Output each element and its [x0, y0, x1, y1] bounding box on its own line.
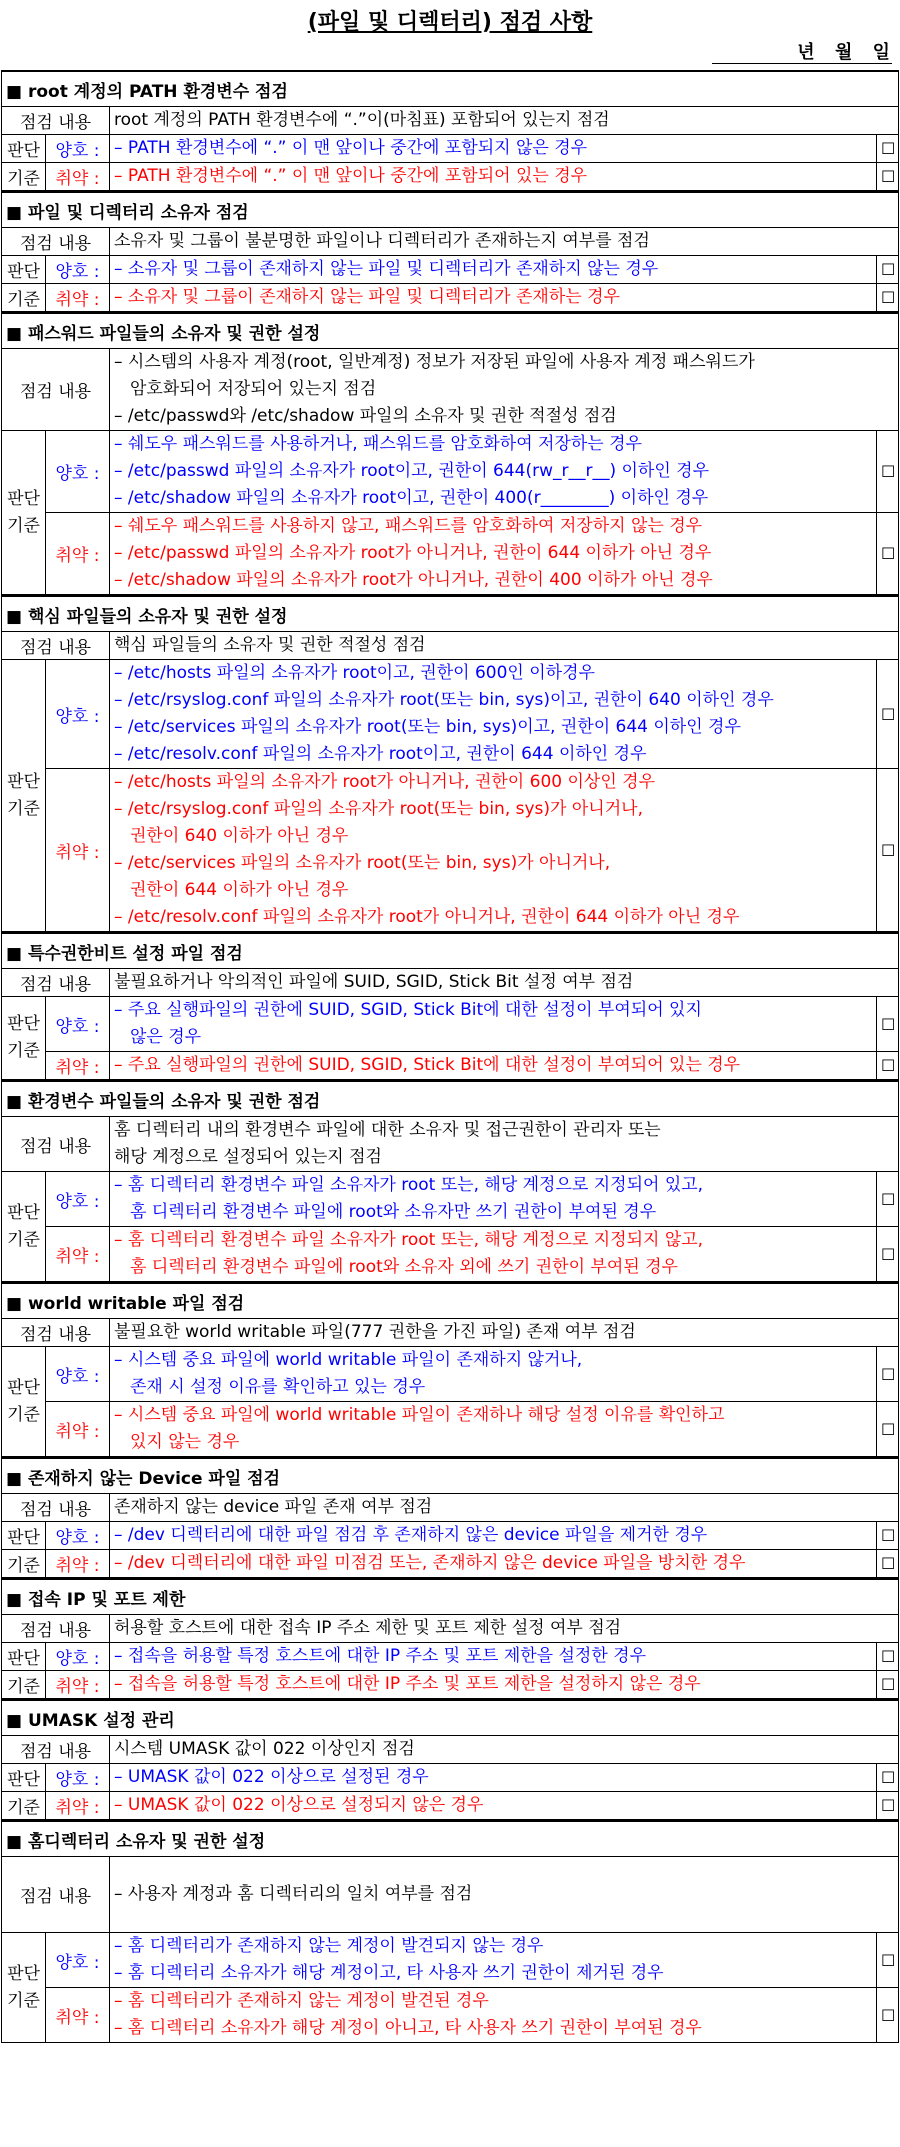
bad-line: – 홈 디렉터리 소유자가 해당 계정이 아니고, 타 사용자 쓰기 권한이 부여된 경우 — [114, 2018, 702, 2038]
bad-line: – /etc/rsyslog.conf 파일의 소유자가 root(또는 bin, sys)가 아니거나, — [114, 799, 643, 819]
good-checkbox[interactable]: ☐ — [876, 660, 898, 769]
bad-label: 취약 : — [46, 769, 110, 932]
good-checkbox[interactable]: ☐ — [876, 1172, 898, 1227]
good-checkbox[interactable]: ☐ — [876, 256, 898, 284]
criteria-label: 기준 — [2, 163, 46, 191]
date-row — [0, 42, 900, 70]
good-line: – 쉐도우 패스워드를 사용하거나, 패스워드를 암호화하여 저장하는 경우 — [114, 434, 642, 454]
section-heading: ■ 환경변수 파일들의 소유자 및 권한 점검 — [2, 1081, 899, 1117]
check-text: 존재하지 않는 device 파일 존재 여부 점검 — [110, 1494, 899, 1522]
good-label: 양호 : — [46, 660, 110, 769]
good-label: 양호 : — [46, 1764, 110, 1792]
good-text: – 접속을 허용할 특정 호스트에 대한 IP 주소 및 포트 제한을 설정한 경우 — [110, 1643, 877, 1671]
check-text: 허용할 호스트에 대한 접속 IP 주소 제한 및 포트 제한 설정 여부 점검 — [110, 1615, 899, 1643]
bad-text: – 접속을 허용할 특정 호스트에 대한 IP 주소 및 포트 제한을 설정하지 않은 경우 — [110, 1671, 877, 1699]
section-heading: ■ 홈디렉터리 소유자 및 권한 설정 — [2, 1821, 899, 1857]
section-heading: ■ 특수권한비트 설정 파일 점검 — [2, 933, 899, 969]
section-heading: ■ 핵심 파일들의 소유자 및 권한 설정 — [2, 596, 899, 632]
check-text: 시스템 UMASK 값이 022 이상인지 점검 — [110, 1736, 899, 1764]
bad-label: 취약 : — [46, 1792, 110, 1820]
section-password-files — [1, 312, 899, 595]
good-label: 양호 : — [46, 135, 110, 163]
judge-label: 판단 — [2, 256, 46, 284]
bad-checkbox[interactable]: ☐ — [876, 769, 898, 932]
bad-line: – /etc/passwd 파일의 소유자가 root가 아니거나, 권한이 644 이하가 아닌 경우 — [114, 543, 712, 563]
judge-label: 판단 — [7, 1377, 40, 1398]
good-checkbox[interactable]: ☐ — [876, 1522, 898, 1550]
check-label: 점검 내용 — [2, 1615, 110, 1643]
check-label: 점검 내용 — [2, 969, 110, 997]
check-label: 점검 내용 — [2, 107, 110, 135]
section-world-writable — [1, 1282, 899, 1457]
bad-label: 취약 : — [46, 1671, 110, 1699]
good-label: 양호 : — [46, 431, 110, 513]
check-text: 불필요하거나 악의적인 파일에 SUID, SGID, Stick Bit 설정 여부 점검 — [110, 969, 899, 997]
judge-criteria-label — [2, 997, 46, 1080]
good-text — [110, 660, 877, 769]
good-text: – 소유자 및 그룹이 존재하지 않는 파일 및 디렉터리가 존재하지 않는 경우 — [110, 256, 877, 284]
good-label: 양호 : — [46, 1643, 110, 1671]
judge-criteria-label — [2, 1172, 46, 1282]
bad-line: – 시스템 중요 파일에 world writable 파일이 존재하나 해당 설정 이유를 확인하고 — [114, 1405, 725, 1425]
check-label: 점검 내용 — [2, 1736, 110, 1764]
bad-label: 취약 : — [46, 1227, 110, 1282]
bad-checkbox[interactable]: ☐ — [876, 1671, 898, 1699]
section-access-ip-port — [1, 1578, 899, 1699]
bad-label: 취약 : — [46, 1052, 110, 1080]
check-line: 해당 계정으로 설정되어 있는지 점검 — [114, 1147, 382, 1167]
criteria-label: 기준 — [2, 284, 46, 312]
section-heading: ■ 존재하지 않는 Device 파일 점검 — [2, 1458, 899, 1494]
section-heading: ■ 패스워드 파일들의 소유자 및 권한 설정 — [2, 313, 899, 349]
bad-label: 취약 : — [46, 1988, 110, 2043]
bad-line: – /etc/hosts 파일의 소유자가 root가 아니거나, 권한이 600 이상인 경우 — [114, 772, 655, 792]
good-text — [110, 431, 877, 513]
section-umask — [1, 1699, 899, 1820]
bad-text — [110, 1227, 877, 1282]
good-checkbox[interactable]: ☐ — [876, 1643, 898, 1671]
check-text: 불필요한 world writable 파일(777 권한을 가진 파일) 존재 여부 점검 — [110, 1319, 899, 1347]
bad-label: 취약 : — [46, 1402, 110, 1457]
bad-checkbox[interactable]: ☐ — [876, 1550, 898, 1578]
good-text — [110, 1347, 877, 1402]
judge-criteria-label — [2, 431, 46, 595]
good-line: – /etc/shadow 파일의 소유자가 root이고, 권한이 400(r________) 이하인 경우 — [114, 488, 709, 508]
section-env-files — [1, 1080, 899, 1282]
good-checkbox[interactable]: ☐ — [876, 135, 898, 163]
check-text: 핵심 파일들의 소유자 및 권한 적절성 점검 — [110, 632, 899, 660]
bad-checkbox[interactable]: ☐ — [876, 1988, 898, 2043]
check-label: 점검 내용 — [2, 1494, 110, 1522]
good-line: 않은 경우 — [130, 1027, 202, 1047]
good-line: – /etc/rsyslog.conf 파일의 소유자가 root(또는 bin, sys)이고, 권한이 640 이하인 경우 — [114, 690, 774, 710]
section-root-path — [1, 70, 899, 191]
check-label: 점검 내용 — [2, 632, 110, 660]
criteria-label: 기준 — [2, 1671, 46, 1699]
bad-text: – PATH 환경변수에 “.” 이 맨 앞이나 중간에 포함되어 있는 경우 — [110, 163, 877, 191]
bad-line: 있지 않는 경우 — [130, 1432, 240, 1452]
check-text — [110, 1117, 899, 1172]
judge-label: 판단 — [2, 135, 46, 163]
criteria-label: 기준 — [7, 1990, 40, 2011]
judge-label: 판단 — [7, 1963, 40, 1984]
good-text: – UMASK 값이 022 이상으로 설정된 경우 — [110, 1764, 877, 1792]
section-heading: ■ root 계정의 PATH 환경변수 점검 — [2, 71, 899, 107]
good-text — [110, 1172, 877, 1227]
section-heading: ■ world writable 파일 점검 — [2, 1283, 899, 1319]
bad-text — [110, 769, 877, 932]
criteria-label: 기준 — [2, 1792, 46, 1820]
judge-criteria-label — [2, 1933, 46, 2043]
bad-label: 취약 : — [46, 1550, 110, 1578]
bad-checkbox[interactable]: ☐ — [876, 513, 898, 595]
good-line: 존재 시 설정 이유를 확인하고 있는 경우 — [130, 1377, 426, 1397]
bad-line: – 쉐도우 패스워드를 사용하지 않고, 패스워드를 암호화하여 저장하지 않는 경우 — [114, 516, 703, 536]
bad-line: – 홈 디렉터리 환경변수 파일 소유자가 root 또는, 해당 계정으로 지정되지 않고, — [114, 1230, 704, 1250]
section-device-files — [1, 1457, 899, 1578]
judge-label: 판단 — [7, 1014, 40, 1034]
check-line: 암호화되어 저장되어 있는지 점검 — [130, 379, 377, 399]
good-text — [110, 997, 877, 1052]
check-label: 점검 내용 — [2, 228, 110, 256]
bad-checkbox[interactable]: ☐ — [877, 1792, 899, 1820]
good-label: 양호 : — [46, 1172, 110, 1227]
check-line: 홈 디렉터리 내의 환경변수 파일에 대한 소유자 및 접근권한이 관리자 또는 — [114, 1120, 661, 1140]
good-label: 양호 : — [46, 997, 110, 1052]
good-checkbox[interactable]: ☐ — [876, 1933, 898, 1988]
bad-line: 권한이 640 이하가 아닌 경우 — [130, 826, 349, 846]
section-special-bits — [1, 932, 899, 1080]
criteria-label: 기준 — [7, 798, 40, 819]
check-text — [110, 349, 899, 431]
good-line: – /etc/resolv.conf 파일의 소유자가 root이고, 권한이 644 이하인 경우 — [114, 744, 647, 764]
criteria-label: 기준 — [7, 1041, 40, 1061]
check-label: 점검 내용 — [2, 1857, 110, 1933]
good-checkbox[interactable]: ☐ — [877, 997, 899, 1052]
good-text: – /dev 디렉터리에 대한 파일 점검 후 존재하지 않은 device 파일을 제거한 경우 — [110, 1522, 877, 1550]
section-file-owner — [1, 191, 899, 312]
bad-line: – 홈 디렉터리가 존재하지 않는 계정이 발견된 경우 — [114, 1991, 489, 2011]
section-heading: ■ 접속 IP 및 포트 제한 — [2, 1579, 899, 1615]
section-core-files — [1, 595, 899, 932]
judge-label: 판단 — [2, 1522, 46, 1550]
check-text: – 사용자 계정과 홈 디렉터리의 일치 여부를 점검 — [110, 1857, 899, 1933]
judge-label: 판단 — [7, 771, 40, 792]
bad-label: 취약 : — [46, 513, 110, 595]
bad-checkbox[interactable]: ☐ — [876, 1227, 898, 1282]
bad-label: 취약 : — [46, 163, 110, 191]
check-text: root 계정의 PATH 환경변수에 “.”이(마침표) 포함되어 있는지 점검 — [110, 107, 899, 135]
bad-checkbox[interactable]: ☐ — [877, 1052, 899, 1080]
bad-line: 권한이 644 이하가 아닌 경우 — [130, 880, 349, 900]
bad-text: – 주요 실행파일의 권한에 SUID, SGID, Stick Bit에 대한 설정이 부여되어 있는 경우 — [110, 1052, 877, 1080]
good-label: 양호 : — [46, 1522, 110, 1550]
check-line: – /etc/passwd와 /etc/shadow 파일의 소유자 및 권한 적절성 점검 — [114, 406, 617, 426]
good-text — [110, 1933, 877, 1988]
date-label: 년 월 일 — [797, 42, 890, 63]
criteria-label: 기준 — [7, 1229, 40, 1250]
good-line: – 시스템 중요 파일에 world writable 파일이 존재하지 않거나, — [114, 1350, 583, 1370]
bad-checkbox[interactable]: ☐ — [876, 163, 898, 191]
section-heading: ■ 파일 및 디렉터리 소유자 점검 — [2, 192, 899, 228]
check-text: 소유자 및 그룹이 불분명한 파일이나 디렉터리가 존재하는지 여부를 점검 — [110, 228, 899, 256]
judge-criteria-label — [2, 1347, 46, 1457]
good-line: – 홈 디렉터리가 존재하지 않는 계정이 발견되지 않는 경우 — [114, 1936, 544, 1956]
bad-checkbox[interactable]: ☐ — [876, 284, 898, 312]
criteria-label: 기준 — [2, 1550, 46, 1578]
bad-checkbox[interactable]: ☐ — [876, 1402, 898, 1457]
good-line: – /etc/services 파일의 소유자가 root(또는 bin, sys)이고, 권한이 644 이하인 경우 — [114, 717, 741, 737]
good-text: – PATH 환경변수에 “.” 이 맨 앞이나 중간에 포함되지 않은 경우 — [110, 135, 877, 163]
bad-line: – /etc/services 파일의 소유자가 root(또는 bin, sys)가 아니거나, — [114, 853, 611, 873]
good-checkbox[interactable]: ☐ — [876, 431, 898, 513]
bad-text: – UMASK 값이 022 이상으로 설정되지 않은 경우 — [110, 1792, 877, 1820]
good-line: 홈 디렉터리 환경변수 파일에 root와 소유자만 쓰기 권한이 부여된 경우 — [130, 1202, 657, 1222]
criteria-label: 기준 — [7, 515, 40, 536]
check-label: 점검 내용 — [2, 1117, 110, 1172]
check-line: – 시스템의 사용자 계정(root, 일반계정) 정보가 저장된 파일에 사용자 계정 패스워드가 — [114, 352, 755, 372]
bad-line: – /etc/resolv.conf 파일의 소유자가 root가 아니거나, 권한이 644 이하가 아닌 경우 — [114, 907, 740, 927]
good-label: 양호 : — [46, 1347, 110, 1402]
good-label: 양호 : — [46, 1933, 110, 1988]
section-home-directory — [1, 1820, 899, 2043]
bad-text: – /dev 디렉터리에 대한 파일 미점검 또는, 존재하지 않은 device 파일을 방치한 경우 — [110, 1550, 877, 1578]
check-label: 점검 내용 — [2, 349, 110, 431]
page-title: (파일 및 디렉터리) 점검 사항 — [307, 10, 593, 35]
judge-label: 판단 — [7, 488, 40, 509]
good-line: – 홈 디렉터리 환경변수 파일 소유자가 root 또는, 해당 계정으로 지정되어 있고, — [114, 1175, 704, 1195]
bad-label: 취약 : — [46, 284, 110, 312]
check-label: 점검 내용 — [2, 1319, 110, 1347]
judge-criteria-label — [2, 660, 46, 932]
good-line: – 주요 실행파일의 권한에 SUID, SGID, Stick Bit에 대한 설정이 부여되어 있지 — [114, 1000, 702, 1020]
good-line: – /etc/hosts 파일의 소유자가 root이고, 권한이 600인 이하경우 — [114, 663, 595, 683]
bad-line: – /etc/shadow 파일의 소유자가 root가 아니거나, 권한이 400 이하가 아닌 경우 — [114, 570, 713, 590]
bad-text — [110, 1402, 877, 1457]
good-checkbox[interactable]: ☐ — [876, 1347, 898, 1402]
good-line: – /etc/passwd 파일의 소유자가 root이고, 권한이 644(rw_r__r__) 이하인 경우 — [114, 461, 710, 481]
criteria-label: 기준 — [7, 1404, 40, 1425]
judge-label: 판단 — [2, 1764, 46, 1792]
section-heading: ■ UMASK 설정 관리 — [2, 1700, 899, 1736]
judge-label: 판단 — [2, 1643, 46, 1671]
bad-text — [110, 513, 877, 595]
bad-text — [110, 1988, 877, 2043]
bad-text: – 소유자 및 그룹이 존재하지 않는 파일 및 디렉터리가 존재하는 경우 — [110, 284, 877, 312]
good-line: – 홈 디렉터리 소유자가 해당 계정이고, 타 사용자 쓰기 권한이 제거된 경우 — [114, 1963, 664, 1983]
bad-line: 홈 디렉터리 환경변수 파일에 root와 소유자 외에 쓰기 권한이 부여된 경우 — [130, 1257, 678, 1277]
good-label: 양호 : — [46, 256, 110, 284]
judge-label: 판단 — [7, 1202, 40, 1223]
good-checkbox[interactable]: ☐ — [877, 1764, 899, 1792]
